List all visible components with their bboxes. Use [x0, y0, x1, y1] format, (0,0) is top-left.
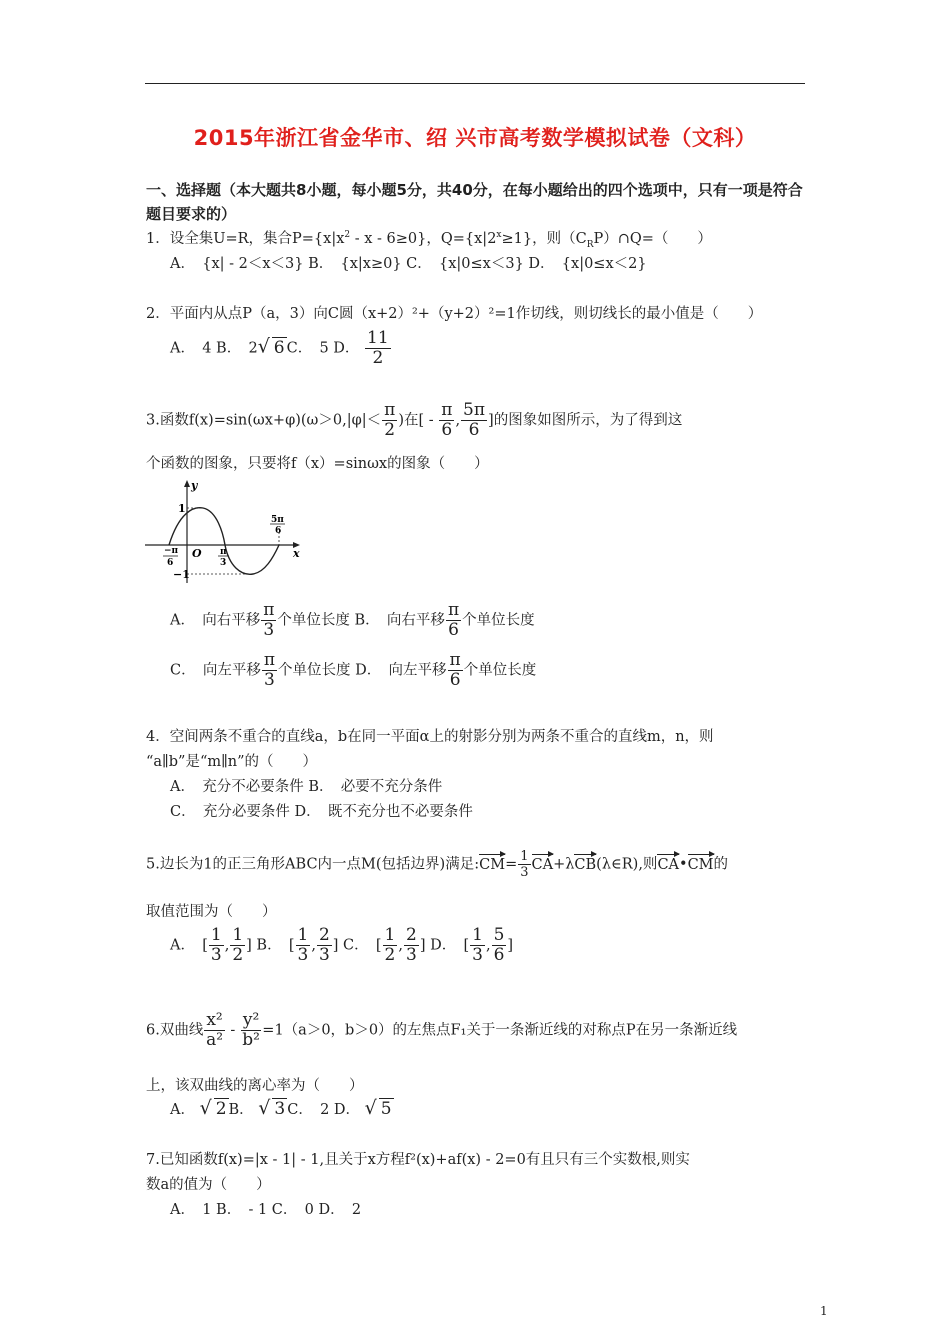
question-4-options-2: C． 充分必要条件 D． 既不充分也不必要条件 [170, 804, 473, 820]
question-7-line2: 数a的值为（ ） [146, 1177, 271, 1193]
header-rule [145, 83, 805, 84]
question-6-options: A． √ 2 B． √ 3 C． 2 D． √ 5 [170, 1097, 392, 1119]
graph-x-label: x [293, 547, 300, 560]
graph-tick-6: 6 [275, 526, 282, 536]
page-title: 2015年浙江省金华市、绍 兴市高考数学模拟试卷（文科） [193, 126, 757, 150]
question-6-stem: 6.双曲线 $\frac{\text{x²}}{\text{a²}}$ - $\frac{\text{y²}}{\text{b²}}$ =1（a＞0，b＞0）的左焦点F₁关于一条渐近线的对称点P在另一条渐近线 [146, 1010, 738, 1050]
graph-origin: O [192, 547, 202, 560]
section-heading: 一、选择题（本大题共8小题，每小题5分，共40分，在每小题给出的四个选项中，只有一项是符合题目要求的） [146, 181, 803, 223]
question-4-line2: “a∥b”是“m∥n”的（ ） [146, 754, 318, 770]
question-5-options: A． [ $\frac{1}{3}$ , $\frac{1}{2}$ ] B． [ $\frac{1}{3}$ , $\frac{2}{3}$ ] C． [ $\frac{1}{2}$ , $\frac{2}{3}$ ] D． [ $\frac{1}{3}$ , $\frac{5}{6}$ ] [170, 925, 514, 965]
question-3-line2: 个函数的图象，只要将f（x）=sinωx的图象（ ） [146, 456, 489, 472]
question-3-options-cd: C． 向左平移 $\frac{\pi}{3}$ 个单位长度 D． 向左平移 $\frac{\pi}{6}$ 个单位长度 [170, 650, 537, 690]
graph-tick-pi: π [220, 547, 227, 557]
question-1-options: A． {x| - 2＜x＜3} B． {x|x≥0} C． {x|0≤x＜3} D． {x|0≤x＜2} [170, 256, 647, 272]
graph-tick-1: 1 [178, 502, 186, 515]
graph-tick-3: 3 [220, 558, 227, 568]
question-5-stem: 5.边长为1的正三角形ABC内一点M(包括边界)满足:CM= $\frac{1}{3}$ CA+λCB(λ∈R),则CA•CM的 [146, 849, 729, 880]
question-1-stem: 1．设全集U=R，集合$P=\{x|x^2 - x - 6\ge 0\}$，$Q=\{x|2^x\ge 1\}$，则$(C_RP)\cap Q=$（ ） [146, 230, 712, 250]
question-7-line1: 7.已知函数f(x)=|x - 1| - 1,且关于x方程f²(x)+af(x) - 2=0有且只有三个实数根,则实 [146, 1152, 690, 1168]
graph-tick-neg1: −1 [173, 568, 190, 581]
sine-graph [145, 478, 305, 588]
question-7-options: A． 1 B． - 1 C． 0 D． 2 [170, 1202, 362, 1218]
graph-tick-neg-6: 6 [167, 558, 174, 568]
graph-tick-5pi: 5π [271, 515, 284, 525]
question-6-line2: 上，该双曲线的离心率为（ ） [146, 1078, 364, 1094]
question-4-line1: 4．空间两条不重合的直线a，b在同一平面α上的射影分别为两条不重合的直线m，n，则 [146, 729, 714, 745]
question-2-stem: 2．平面内从点P（a，3）向C圆（x+2）²+（y+2）²=1作切线，则切线长的最小值是（ ） [146, 306, 763, 322]
question-3-options-ab: A． 向右平移 $\frac{\pi}{3}$ 个单位长度 B． 向右平移 $\frac{\pi}{6}$ 个单位长度 [170, 600, 535, 640]
question-3-stem: 3.函数f(x)=sin(ωx+φ)(ω＞0,|φ|＜ $\frac{\pi}{2}$ )在[ - $\frac{\pi}{6}$ , $\frac{5\pi}{6}$ ]的图象如图所示，为了得到这 [146, 400, 683, 440]
graph-y-label: y [191, 479, 198, 492]
question-2-options: A． 4 B． 2√ 6 C． 5 D． $\frac{11}{2}$ [170, 328, 389, 368]
page-number: 1 [820, 1304, 828, 1318]
question-4-options-1: A． 充分不必要条件 B． 必要不充分条件 [170, 779, 443, 795]
question-5-line2: 取值范围为（ ） [146, 904, 277, 920]
graph-tick-neg-pi: −π [164, 546, 179, 556]
